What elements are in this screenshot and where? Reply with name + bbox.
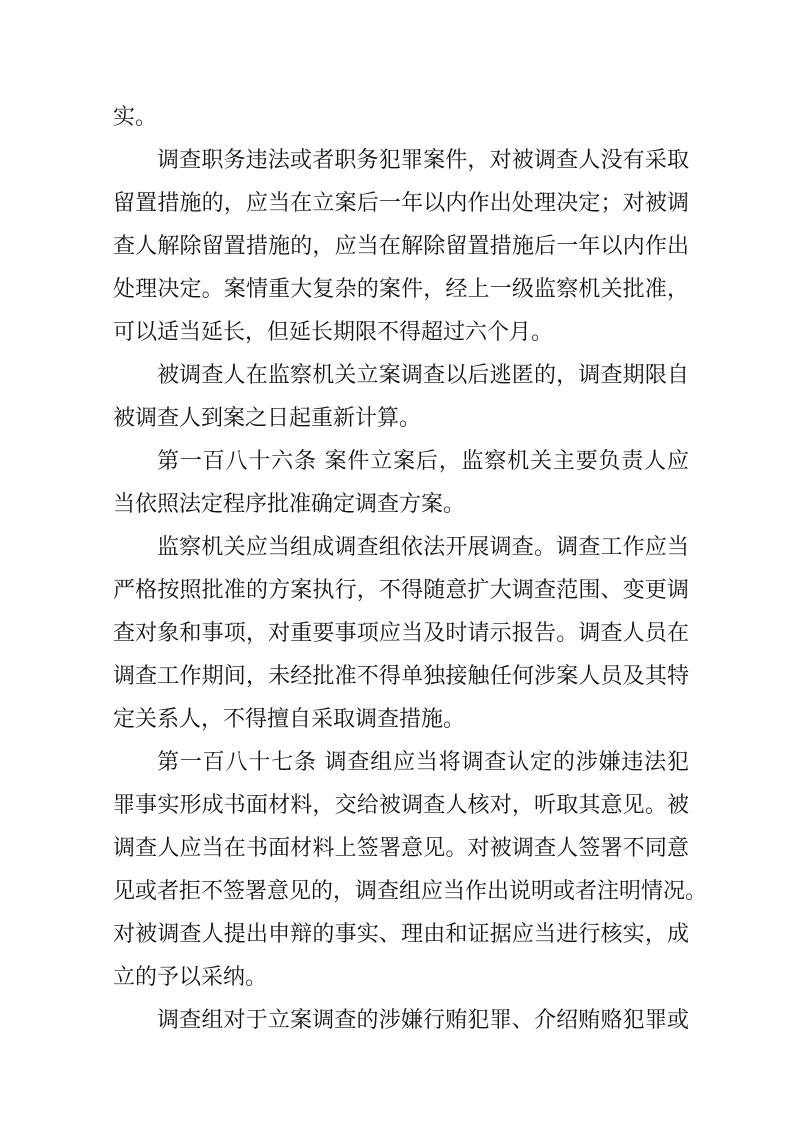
text-line: 查人解除留置措施的，应当在解除留置措施后一年以内作出 (113, 234, 689, 259)
text-line: 当依照法定程序批准确定调查方案。 (113, 492, 466, 517)
text-line: 立的予以采纳。 (113, 965, 268, 990)
paragraph-first-line: 调查组对于立案调查的涉嫌行贿犯罪、介绍贿赂犯罪或 (157, 1008, 689, 1033)
document-body (113, 96, 708, 1042)
paragraph-first-line: 被调查人在监察机关立案调查以后逃匿的，调查期限自 (157, 363, 689, 388)
text-line: 罪事实形成书面材料，交给被调查人核对，听取其意见。被 (113, 793, 689, 818)
text-line: 对被调查人提出申辩的事实、理由和证据应当进行核实，成 (113, 922, 689, 947)
text-line: 可以适当延长，但延长期限不得超过六个月。 (113, 320, 554, 345)
paragraph-first-line: 监察机关应当组成调查组依法开展调查。调查工作应当 (157, 535, 689, 560)
paragraph-first-line: 调查职务违法或者职务犯罪案件，对被调查人没有采取 (157, 148, 689, 173)
text-line: 处理决定。案情重大复杂的案件，经上一级监察机关批准， (113, 277, 689, 302)
text-line: 查对象和事项，对重要事项应当及时请示报告。调查人员在 (113, 621, 689, 646)
text-line: 调查工作期间，未经批准不得单独接触任何涉案人员及其特 (113, 664, 689, 689)
text-line: 留置措施的，应当在立案后一年以内作出处理决定；对被调 (113, 191, 689, 216)
text-line: 调查人应当在书面材料上签署意见。对被调查人签署不同意 (113, 836, 689, 861)
article-187-heading-line: 第一百八十七条 调查组应当将调查认定的涉嫌违法犯 (157, 750, 689, 775)
text-line: 实。 (113, 105, 158, 130)
text-line: 见或者拒不签署意见的，调查组应当作出说明或者注明情况。 (113, 879, 708, 904)
article-186-heading-line: 第一百八十六条 案件立案后，监察机关主要负责人应 (157, 449, 689, 474)
text-line: 严格按照批准的方案执行，不得随意扩大调查范围、变更调 (113, 578, 689, 603)
text-line: 定关系人，不得擅自采取调查措施。 (113, 707, 466, 732)
text-line: 被调查人到案之日起重新计算。 (113, 406, 422, 431)
